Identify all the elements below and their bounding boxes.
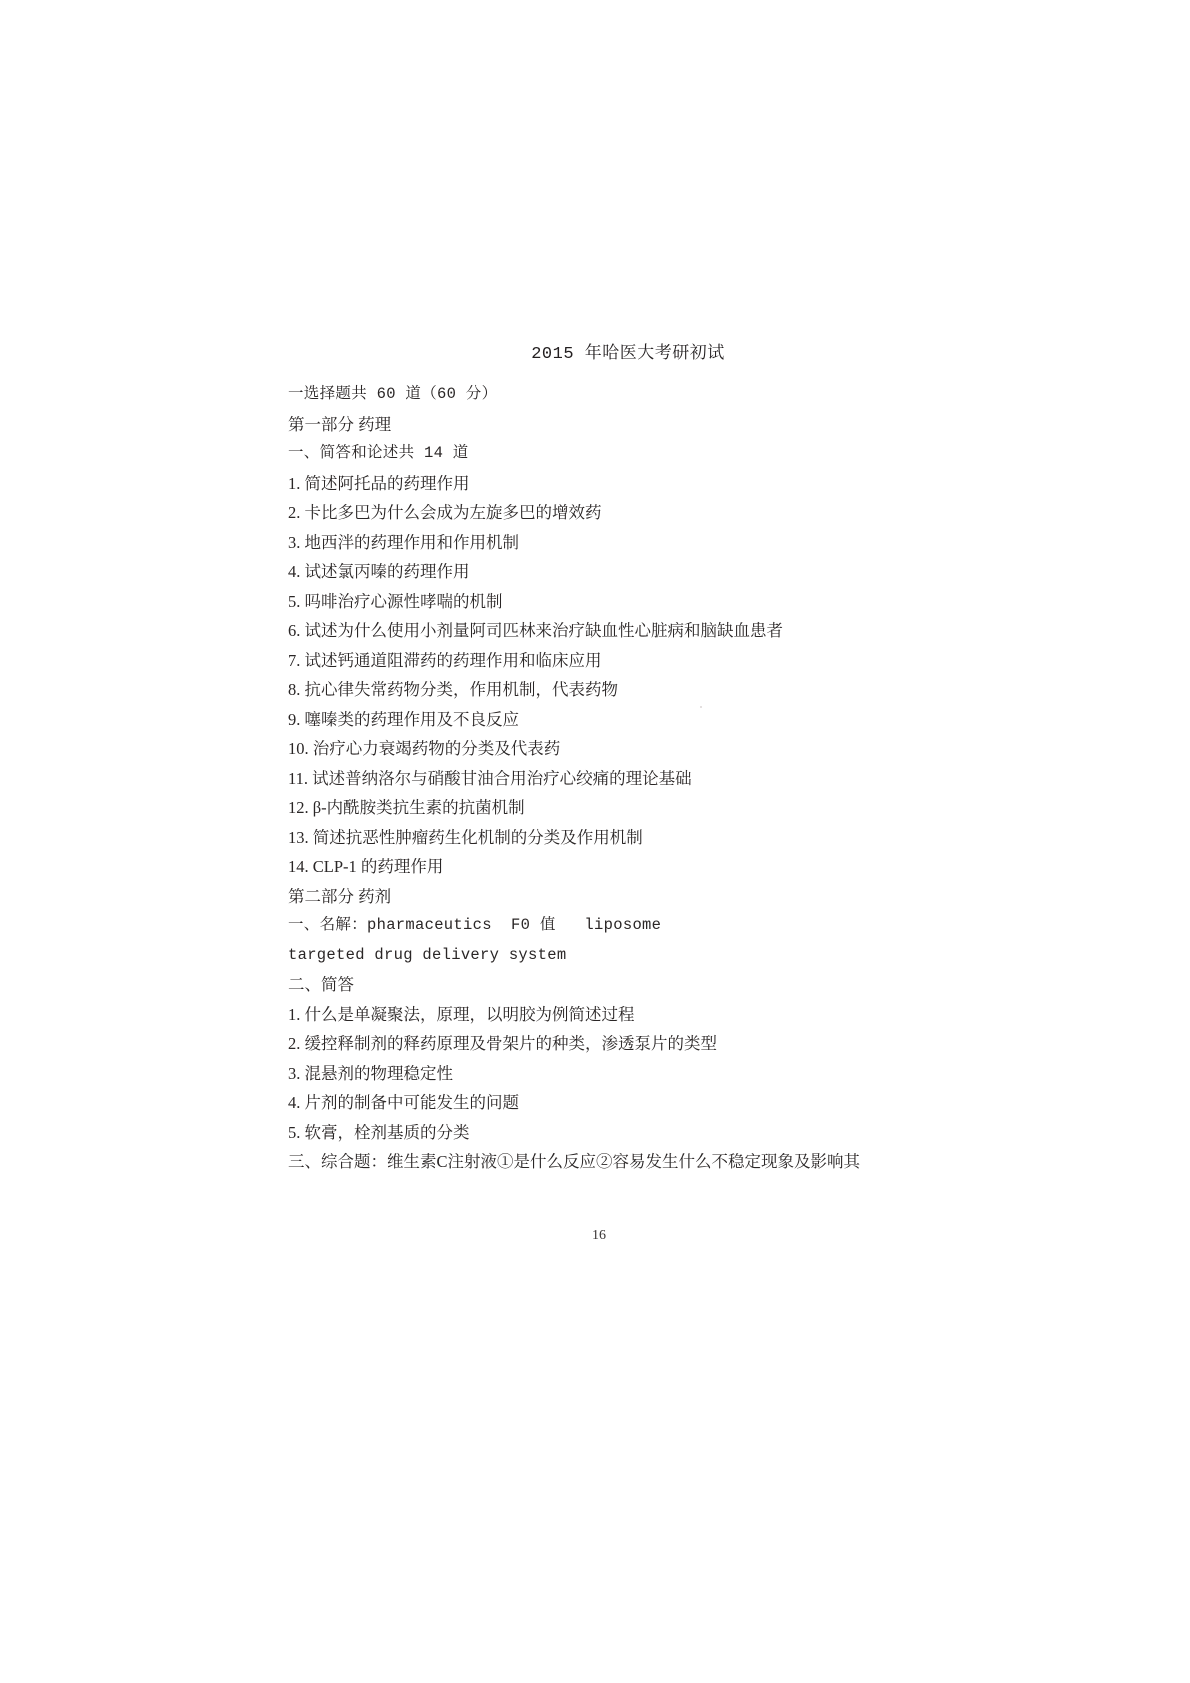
text-line: 5. 吗啡治疗心源性哮喘的机制 (288, 591, 503, 611)
text-lines (288, 380, 908, 1177)
text-line: 4. 试述氯丙嗪的药理作用 (288, 562, 470, 581)
text-line: 10. 治疗心力衰竭药物的分类及代表药 (288, 739, 561, 758)
text-line: 13. 简述抗恶性肿瘤药生化机制的分类及作用机制 (288, 827, 643, 847)
text-line: 1. 简述阿托品的药理作用 (288, 473, 470, 493)
text-line: 第一部分 药理 (288, 414, 392, 434)
text-line: targeted drug delivery system (288, 945, 567, 964)
text-line: 3. 混悬剂的物理稳定性 (288, 1063, 453, 1083)
text-line: 第二部分 药剂 (288, 886, 392, 906)
text-line: 2. 卡比多巴为什么会成为左旋多巴的增效药 (288, 503, 602, 522)
text-line: 14. CLP-1 的药理作用 (288, 857, 444, 876)
text-line: 4. 片剂的制备中可能发生的问题 (288, 1093, 519, 1112)
page-number: 16 (592, 1228, 606, 1243)
text-line: 7. 试述钙通道阻滞药的药理作用和临床应用 (288, 650, 602, 670)
text-line: 1. 什么是单凝聚法，原理，以明胶为例简述过程 (288, 1004, 635, 1024)
text-line: 6. 试述为什么使用小剂量阿司匹林来治疗缺血性心脏病和脑缺血患者 (288, 621, 783, 640)
text-line: 9. 噻嗪类的药理作用及不良反应 (288, 709, 519, 729)
text-line: 三、综合题：维生素C注射液①是什么反应②容易发生什么不稳定现象及影响其 (288, 1152, 861, 1171)
text-line: 一、名解：pharmaceutics F0 值 liposome (288, 916, 662, 934)
text-line: 12. β-内酰胺类抗生素的抗菌机制 (288, 798, 525, 817)
text-line: 3. 地西泮的药理作用和作用机制 (288, 532, 519, 552)
text-line: 8. 抗心律失常药物分类，作用机制，代表药物 (288, 680, 618, 699)
text-line: 2. 缓控释制剂的释药原理及骨架片的种类，渗透泵片的类型 (288, 1034, 717, 1053)
paper-artifact (700, 706, 702, 708)
text-line: 二、简答 (288, 975, 354, 994)
page-title: 2015 年哈医大考研初试 (531, 345, 725, 364)
text-line: 一选择题共 60 道（60 分） (288, 385, 498, 403)
document-body (288, 338, 908, 1177)
text-line: 一、简答和论述共 14 道 (288, 444, 469, 462)
text-line: 11. 试述普纳洛尔与硝酸甘油合用治疗心绞痛的理论基础 (288, 768, 692, 788)
text-line: 5. 软膏，栓剂基质的分类 (288, 1122, 470, 1142)
